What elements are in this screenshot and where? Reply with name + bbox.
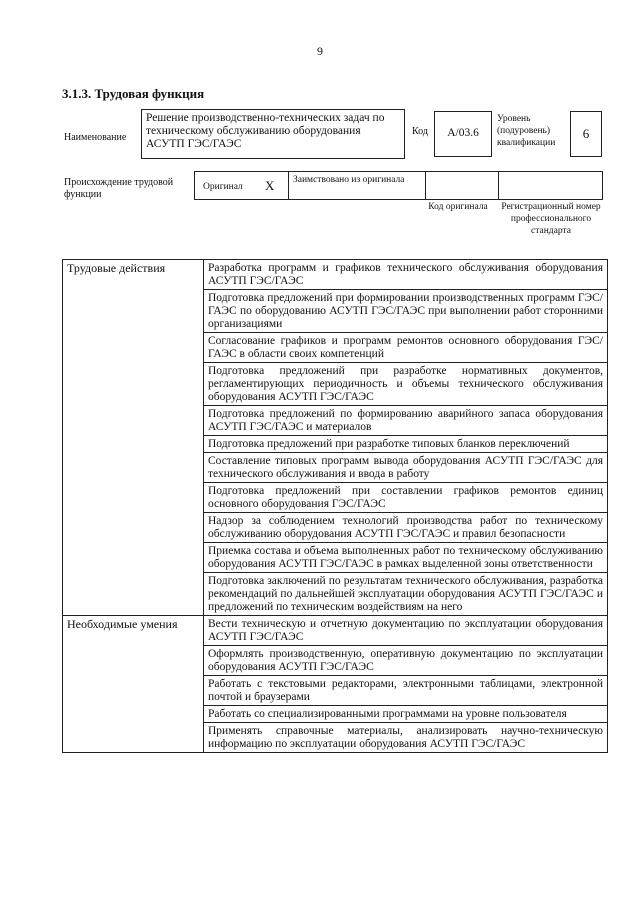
item-cell: Работать со специализированными программами на уровне пользователя: [204, 706, 608, 723]
item-cell: Подготовка заключений по результатам технического обслуживания, разработка рекомендаций по дальнейшей эксплуатации оборудования АСУТП ГЭС/ГАЭС и предложений по техническим воздействиям на него: [204, 573, 608, 616]
level-label: Уровень (подуровень) квалификации: [497, 114, 556, 148]
item-cell: Вести техническую и отчетную документацию по эксплуатации оборудования АСУТП ГЭС/ГАЭС: [204, 616, 608, 646]
category-cell: Необходимые умения: [63, 616, 204, 753]
item-cell: Составление типовых программ вывода оборудования АСУТП ГЭС/ГАЭС для технического обслуживания и ввода в работу: [204, 453, 608, 483]
code-value: А/03.6: [447, 127, 479, 139]
item-cell: Подготовка предложений по формированию аварийного запаса оборудования АСУТП ГЭС/ГАЭС и материалов: [204, 406, 608, 436]
page-number: 9: [317, 44, 323, 58]
name-label: Наименование: [64, 132, 127, 143]
level-value: 6: [582, 126, 590, 141]
item-cell: Подготовка предложений при формировании производственных программ ГЭС/ГАЭС по оборудованию АСУТП ГЭС/ГАЭС при выполнении работ сторонними организациями: [204, 290, 608, 333]
borrowed-label: Заимствовано из оригинала: [293, 175, 405, 185]
item-cell: Подготовка предложений при разработке типовых бланков переключений: [204, 436, 608, 453]
original-mark: X: [265, 178, 275, 193]
table-row: [63, 260, 608, 290]
item-cell: Подготовка предложений при составлении графиков ремонтов единиц основного оборудования ГЭС/ГАЭС: [204, 483, 608, 513]
item-cell: Разработка программ и графиков технического обслуживания оборудования АСУТП ГЭС/ГАЭС: [204, 260, 608, 290]
item-cell: Работать с текстовыми редакторами, электронными таблицами, электронной почтой и браузерами: [204, 676, 608, 706]
divider: [425, 171, 426, 200]
labor-function-table: [62, 259, 608, 753]
divider: [288, 171, 289, 200]
origin-label: Происхождение трудовой функции: [64, 177, 174, 200]
code-value-box: [434, 111, 492, 157]
function-name-box: [141, 109, 405, 159]
item-cell: Приемка состава и объема выполненных работ по техническому обслуживанию оборудования АСУТП ГЭС/ГАЭС в рамках выделенной зоны ответственности: [204, 543, 608, 573]
item-cell: Оформлять производственную, оперативную документацию по эксплуатации оборудования АСУТП ГЭС/ГАЭС: [204, 646, 608, 676]
item-cell: Подготовка предложений при разработке нормативных документов, регламентирующих периодичность и объемы технического обслуживания оборудования АСУТП ГЭС/ГАЭС: [204, 363, 608, 406]
origin-row: [194, 171, 603, 200]
category-cell: Трудовые действия: [63, 260, 204, 616]
code-original-caption: Код оригинала: [428, 202, 488, 212]
divider: [498, 171, 499, 200]
table-row: [63, 616, 608, 646]
item-cell: Надзор за соблюдением технологий производства работ по техническому обслуживанию оборудования АСУТП ГЭС/ГАЭС и правил безопасности: [204, 513, 608, 543]
level-value-box: [570, 111, 602, 157]
item-cell: Согласование графиков и программ ремонтов основного оборудования ГЭС/ГАЭС в области своих компетенций: [204, 333, 608, 363]
section-title: 3.1.3. Трудовая функция: [62, 86, 205, 101]
function-name-value: Решение производственно-технических задач по техническому обслуживанию оборудования АСУТП ГЭС/ГАЭС: [146, 112, 385, 150]
item-cell: Применять справочные материалы, анализировать научно-техническую информацию по эксплуатации оборудования АСУТП ГЭС/ГАЭС: [204, 723, 608, 753]
original-label: Оригинал: [203, 182, 243, 192]
code-label: Код: [412, 126, 428, 137]
reg-number-caption: Регистрационный номер профессионального стандарта: [501, 202, 601, 236]
